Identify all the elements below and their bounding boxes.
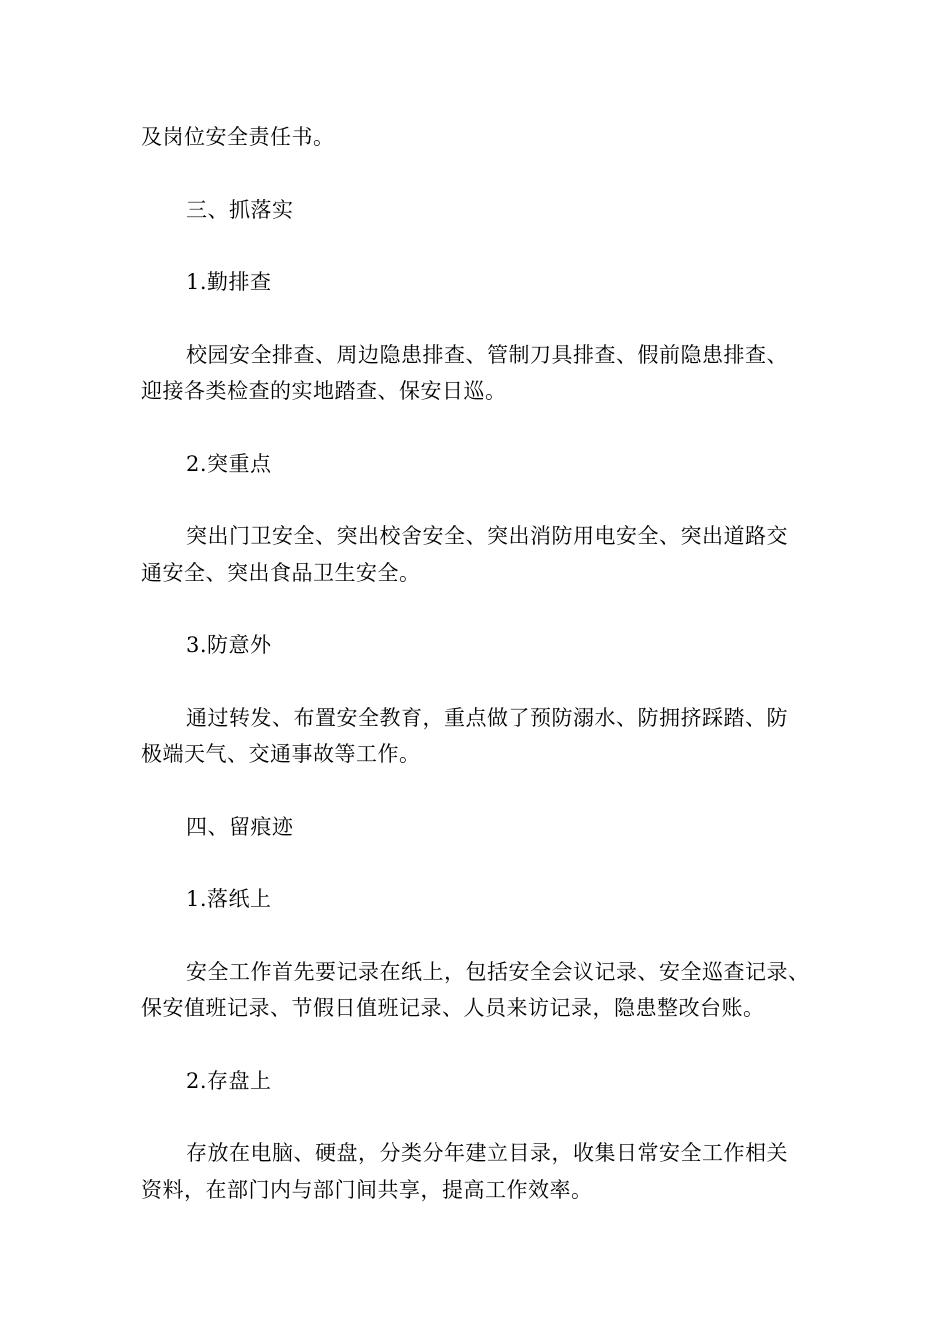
subsection-heading: 1.勤排查 xyxy=(186,270,272,294)
paragraph-line: 安全工作首先要记录在纸上，包括安全会议记录、安全巡查记录、 xyxy=(186,960,810,984)
paragraph-line: 迎接各类检查的实地踏查、保安日巡。 xyxy=(141,379,507,403)
paragraph-line: 保安值班记录、节假日值班记录、人员来访记录，隐患整改台账。 xyxy=(141,996,765,1020)
subsection-heading: 2.突重点 xyxy=(186,452,272,476)
subsection-heading: 3.防意外 xyxy=(186,633,272,657)
paragraph-line: 通安全、突出食品卫生安全。 xyxy=(141,561,421,585)
paragraph-line: 及岗位安全责任书。 xyxy=(141,125,335,149)
paragraph-line: 资料，在部门内与部门间共享，提高工作效率。 xyxy=(141,1178,593,1202)
subsection-heading: 2.存盘上 xyxy=(186,1069,272,1093)
paragraph-line: 存放在电脑、硬盘，分类分年建立目录，收集日常安全工作相关 xyxy=(186,1141,788,1165)
subsection-heading: 1.落纸上 xyxy=(186,887,272,911)
section-heading: 四、留痕迹 xyxy=(186,815,294,839)
paragraph-line: 校园安全排查、周边隐患排查、管制刀具排查、假前隐患排查、 xyxy=(186,343,788,367)
paragraph-line: 极端天气、交通事故等工作。 xyxy=(141,742,421,766)
paragraph-line: 突出门卫安全、突出校舍安全、突出消防用电安全、突出道路交 xyxy=(186,524,788,548)
paragraph-line: 通过转发、布置安全教育，重点做了预防溺水、防拥挤踩踏、防 xyxy=(186,706,788,730)
section-heading: 三、抓落实 xyxy=(186,198,294,222)
